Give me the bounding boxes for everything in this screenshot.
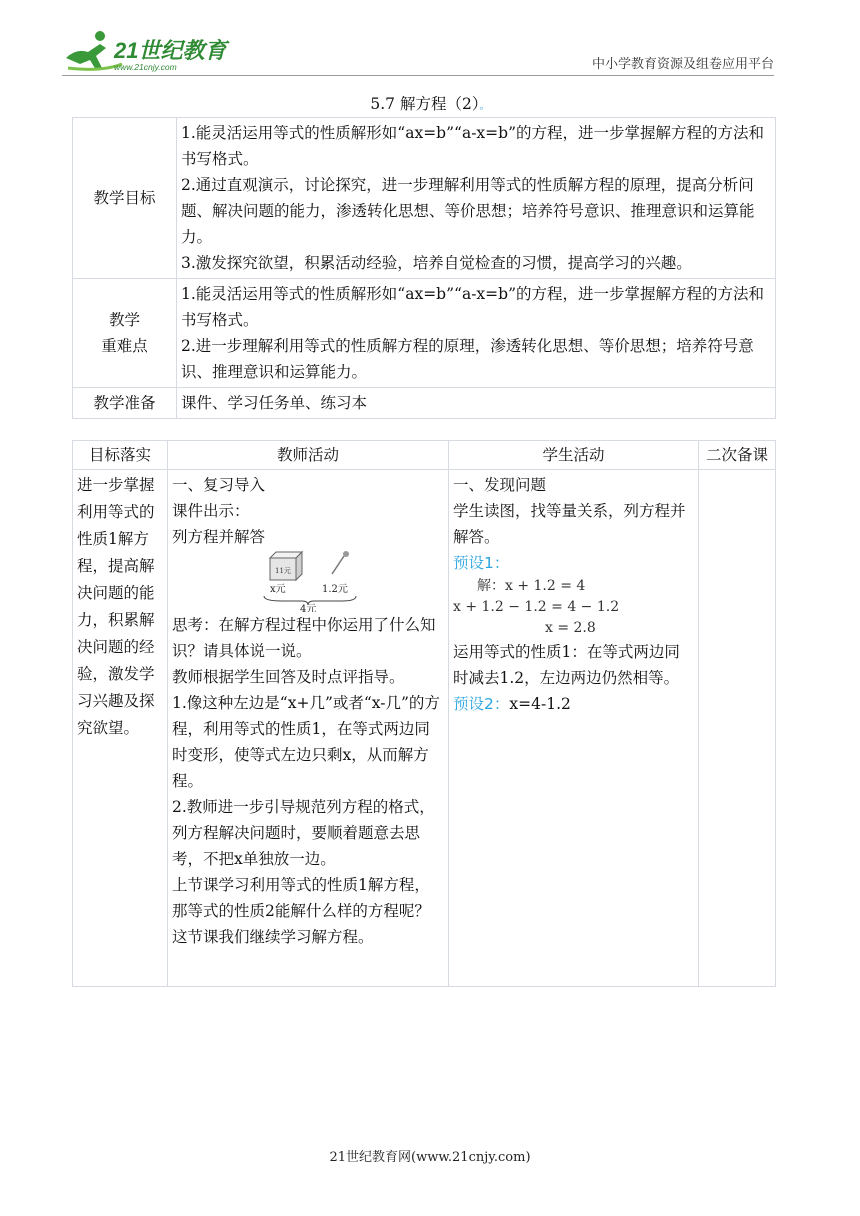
prep-label: 教学准备 <box>73 388 177 419</box>
teacher-think: 思考：在解方程过程中你运用了什么知识？请具体说一说。 <box>172 616 436 660</box>
column-header: 教师活动 <box>168 441 449 470</box>
key-label-line: 教学 <box>108 311 140 329</box>
prep-row <box>73 388 776 419</box>
total-price-label: 4元 <box>300 604 317 612</box>
activity-header-row <box>73 441 776 470</box>
student-read: 学生读图，找等量关系，列方程并解答。 <box>453 502 686 546</box>
teacher-guide: 教师根据学生回答及时点评指导。 <box>172 668 405 686</box>
student-explain: 运用等式的性质1：在等式两边同时减去1.2，左边两边仍然相等。 <box>453 643 680 687</box>
logo-url: www.21cnjy.com <box>114 62 177 72</box>
preset-2-text: x=4-1.2 <box>509 695 571 713</box>
teacher-show: 课件出示： <box>172 502 250 520</box>
student-activity-cell <box>449 470 699 987</box>
teacher-task: 列方程并解答 <box>172 528 266 546</box>
activity-row <box>73 470 776 987</box>
teacher-section-title: 一、复习导入 <box>172 476 266 494</box>
goal-row <box>73 118 776 279</box>
key-line: 2.进一步理解利用等式的性质解方程的原理，渗透转化思想、等价思想；培养符号意识、推理意识和运算能力。 <box>181 337 754 381</box>
student-section-title: 一、发现问题 <box>453 476 547 494</box>
goal-implementation-cell <box>73 470 168 987</box>
key-points-content <box>177 279 776 388</box>
goal-line: 2.通过直观演示，讨论探究，进一步理解利用等式的性质解方程的原理，提高分析问题、解决问题的能力，渗透转化思想、等价思想；培养符号意识、推理意识和运算能力。 <box>181 176 755 246</box>
preset-2 <box>453 691 694 717</box>
teacher-activity-cell <box>168 470 449 987</box>
title-mark: 。 <box>479 101 490 112</box>
goal-line: 3.激发探究欲望，积累活动经验，培养自觉检查的习惯，提高学习的兴趣。 <box>181 254 692 272</box>
price-figure <box>172 550 444 612</box>
teacher-point-2: 2.教师进一步引导规范列方程的格式，列方程解决问题时，要顺着题意去思考，不把x单独放一边。 <box>172 798 435 868</box>
column-header: 二次备课 <box>699 441 776 470</box>
math-line: 解：x + 1.2 = 4 <box>477 578 586 594</box>
goal-label: 教学目标 <box>73 118 177 279</box>
teacher-point-3: 上节课学习利用等式的性质1解方程，那等式的性质2能解什么样的方程呢？这节课我们继续学习解方程。 <box>172 876 430 946</box>
column-header: 目标落实 <box>73 441 168 470</box>
page-title <box>0 92 860 114</box>
math-line: x + 1.2 − 1.2 = 4 − 1.2 <box>453 599 620 615</box>
page-footer: 21世纪教育网(www.21cnjy.com) <box>329 1150 531 1165</box>
site-logo <box>62 28 232 74</box>
column-header: 学生活动 <box>449 441 699 470</box>
key-label-line: 重难点 <box>101 337 148 355</box>
teacher-point-1: 1.像这种左边是“x+几”或者“x-几”的方程，利用等式的性质1，在等式两边同时变形，使等式左边只剩x，从而解方程。 <box>172 694 440 790</box>
gift-box-figure-icon <box>172 550 442 612</box>
preset-1-label: 预设1： <box>453 554 510 572</box>
preset-2-label: 预设2： <box>453 695 510 713</box>
key-line: 1.能灵活运用等式的性质解形如“ax=b”“a-x=b”的方程，进一步掌握解方程的方法和书写格式。 <box>181 285 765 329</box>
key-points-row <box>73 279 776 388</box>
right-price-label: 1.2元 <box>322 584 348 595</box>
key-points-label <box>73 279 177 388</box>
goal-content <box>177 118 776 279</box>
box-label: 11元 <box>275 567 291 575</box>
title-text: 5.7 解方程（2） <box>370 95 480 113</box>
header-divider <box>62 75 774 76</box>
goal-implementation-text: 进一步掌握利用等式的性质1解方程，提高解决问题的能力，积累解决问题的经验，激发学习兴趣及探究欲望。 <box>77 476 155 737</box>
logo-text: 21世纪教育 <box>114 38 227 63</box>
left-price-label: x元 <box>270 584 286 595</box>
runner-logo-icon <box>62 28 232 74</box>
goal-line: 1.能灵活运用等式的性质解形如“ax=b”“a-x=b”的方程，进一步掌握解方程的方法和书写格式。 <box>181 124 765 168</box>
activity-table <box>72 440 776 987</box>
math-line: x = 2.8 <box>545 620 596 636</box>
platform-name: 中小学教育资源及组卷应用平台 <box>591 57 774 72</box>
second-prep-cell <box>699 470 776 987</box>
lesson-info-table <box>72 117 776 419</box>
prep-content: 课件、学习任务单、练习本 <box>177 388 776 419</box>
